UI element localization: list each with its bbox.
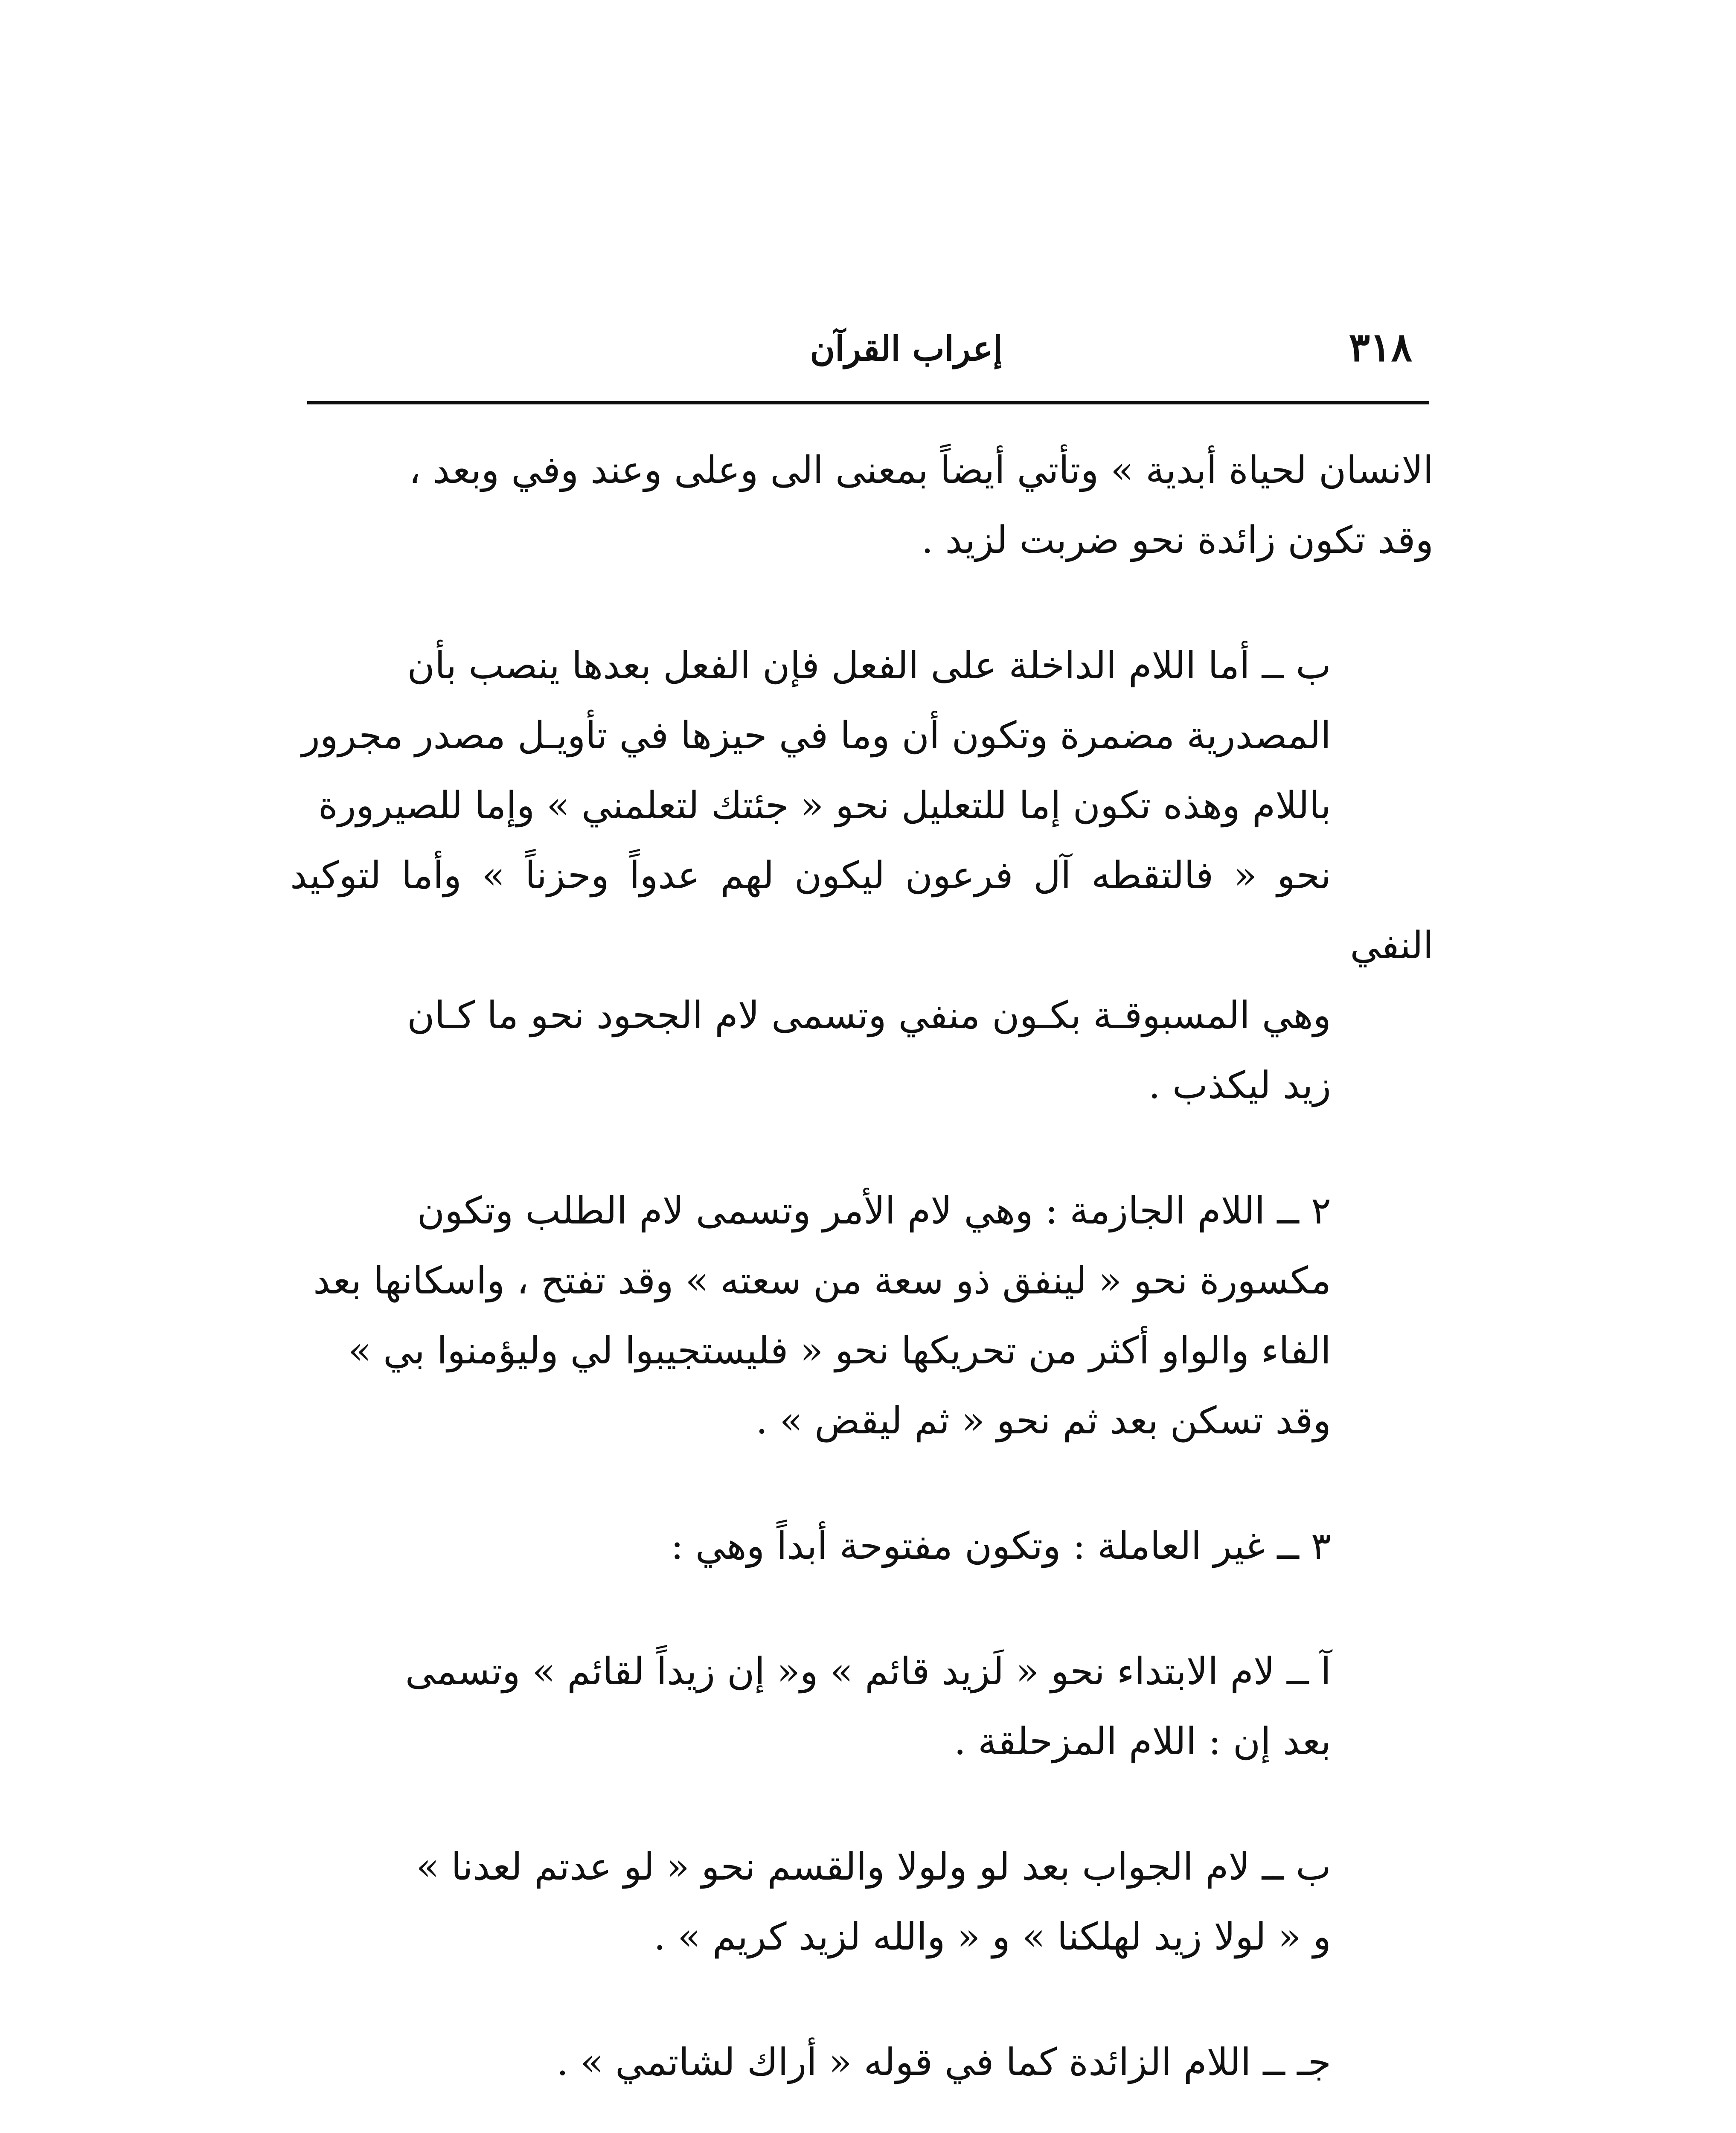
text-line: مكسورة نحو « لينفق ذو سعة من سعته » وقد تفتح ، واسكانها بعد <box>313 1258 1331 1302</box>
text-line: الانسان لحياة أبدية » وتأتي أيضاً بمعنى الى وعلى وعند وفي وبعد ، <box>409 448 1434 492</box>
page-header <box>307 316 1429 388</box>
book-title: إعراب القرآن <box>810 328 1003 369</box>
text-line: باللام وهذه تكون إما للتعليل نحو « جئتك لتعلمني » وإما للصيرورة <box>318 783 1331 827</box>
paragraph-2-jussive-lam <box>290 1176 1434 1456</box>
paragraph-j-extra-lam <box>290 2027 1434 2097</box>
text-line: زيد ليكذب . <box>1148 1063 1331 1107</box>
text-line: وقد تكون زائدة نحو ضربت لزيد . <box>921 518 1434 562</box>
text-line: و « لولا زيد لهلكنا » و « والله لزيد كريم » . <box>654 1915 1331 1959</box>
text-line: وقد تسكن بعد ثم نحو « ثم ليقض » . <box>756 1398 1331 1442</box>
page-number: ٣١٨ <box>1349 324 1412 370</box>
text-line: بعد إن : اللام المزحلقة . <box>954 1719 1331 1763</box>
text-line: جـ ــ اللام الزائدة كما في قوله « أراك لشاتمي » . <box>556 2040 1331 2084</box>
text-line: المصدرية مضمرة وتكون أن وما في حيزها في تأويـل مصدر مجرور <box>302 713 1331 757</box>
paragraph-b-lam-jawab <box>290 1832 1434 1972</box>
paragraph-3-non-governing <box>290 1511 1434 1581</box>
text-line: وهي المسبوقـة بكـون منفي وتسمى لام الجحود نحو ما كـان <box>407 993 1331 1037</box>
paragraph-continuation <box>290 435 1434 575</box>
text-line: نحو « فالتقطه آل فرعون ليكون لهم عدواً وحزناً » وأما لتوكيد النفي <box>290 853 1434 967</box>
body-text <box>290 435 1434 2133</box>
paragraph-a-lam-ibtida <box>290 1636 1434 1776</box>
text-line: ب ــ لام الجواب بعد لو ولولا والقسم نحو « لو عدتم لعدنا » <box>416 1845 1331 1889</box>
text-line: آ ــ لام الابتداء نحو « لَزيد قائم » و« إن زيداً لقائم » وتسمى <box>405 1649 1331 1693</box>
paragraph-b-lam-on-verb <box>290 631 1434 1120</box>
text-line: الفاء والواو أكثر من تحريكها نحو « فليستجيبوا لي وليؤمنوا بي » <box>348 1328 1331 1372</box>
text-line: ب ــ أما اللام الداخلة على الفعل فإن الفعل بعدها ينصب بأن <box>407 643 1331 687</box>
header-divider <box>307 401 1429 404</box>
text-line: ٢ ــ اللام الجازمة : وهي لام الأمر وتسمى لام الطلب وتكون <box>417 1189 1331 1232</box>
text-line: ٣ ــ غير العاملة : وتكون مفتوحة أبداً وهي : <box>671 1524 1331 1568</box>
